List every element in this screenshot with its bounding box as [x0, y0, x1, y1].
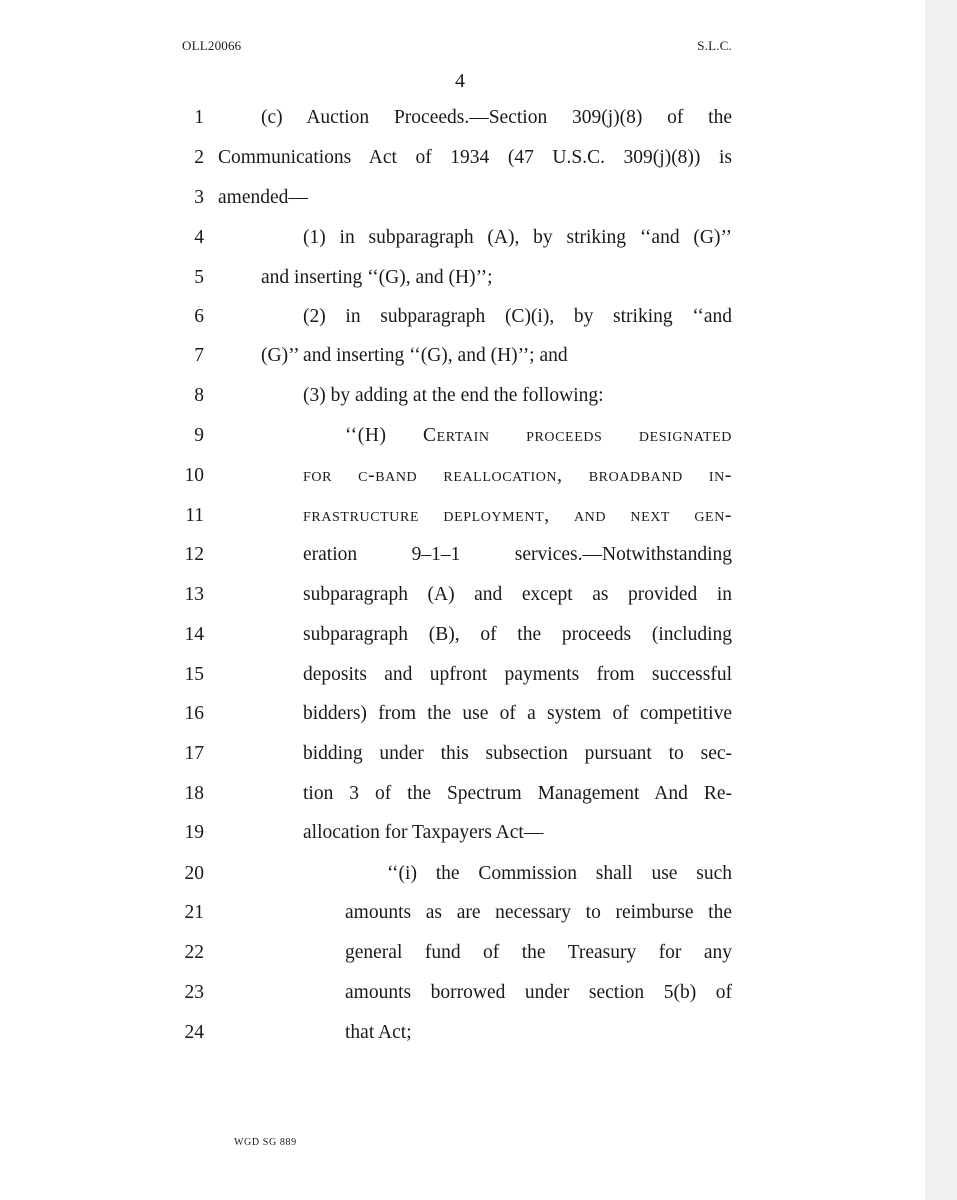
- bill-line-5: [0, 263, 925, 293]
- line-text: ‘‘(H) Certain proceeds designated: [345, 425, 732, 446]
- office-code: S.L.C.: [697, 38, 732, 53]
- bill-line-8: [0, 381, 925, 411]
- line-number: 20: [184, 863, 204, 884]
- line-text: for c-band reallocation, broadband in-: [303, 465, 732, 486]
- line-text: Communications Act of 1934 (47 U.S.C. 309(j)(8)) is: [218, 147, 732, 168]
- viewer-side-strip: [925, 0, 957, 1200]
- bill-line-18: [0, 779, 925, 809]
- line-number: 1: [194, 107, 204, 128]
- line-text: (G)’’ and inserting ‘‘(G), and (H)’’; and: [261, 345, 568, 366]
- line-number: 12: [184, 544, 204, 565]
- line-text: ‘‘(i) the Commission shall use such: [387, 863, 732, 884]
- line-number: 10: [184, 465, 204, 486]
- document-id: OLL20066: [182, 38, 242, 53]
- page-number: 4: [455, 70, 465, 92]
- line-text: deposits and upfront payments from successful: [303, 664, 732, 685]
- bill-line-21: [0, 898, 925, 928]
- bill-line-1: [0, 103, 925, 133]
- bill-line-6: [0, 302, 925, 332]
- bill-line-17: [0, 739, 925, 769]
- line-text: subparagraph (B), of the proceeds (including: [303, 624, 732, 645]
- line-text: subparagraph (A) and except as provided in: [303, 584, 732, 605]
- bill-line-7: [0, 341, 925, 371]
- line-text: (3) by adding at the end the following:: [303, 385, 604, 406]
- line-number: 21: [184, 902, 204, 923]
- bill-line-11: [0, 501, 925, 531]
- line-text: amounts borrowed under section 5(b) of: [345, 982, 732, 1003]
- line-text: that Act;: [345, 1022, 412, 1043]
- bill-line-2: [0, 143, 925, 173]
- line-number: 18: [184, 783, 204, 804]
- line-number: 19: [184, 822, 204, 843]
- line-number: 3: [194, 187, 204, 208]
- line-text: bidders) from the use of a system of competitive: [303, 703, 732, 724]
- line-text: bidding under this subsection pursuant to sec-: [303, 743, 732, 764]
- line-text: amounts as are necessary to reimburse the: [345, 902, 732, 923]
- line-number: 2: [194, 147, 204, 168]
- line-number: 23: [184, 982, 204, 1003]
- bill-line-9: [0, 421, 925, 451]
- bill-line-14: [0, 620, 925, 650]
- line-number: 17: [184, 743, 204, 764]
- line-number: 7: [194, 345, 204, 366]
- bill-line-13: [0, 580, 925, 610]
- line-number: 5: [194, 267, 204, 288]
- line-text: eration 9–1–1 services.—Notwithstanding: [303, 544, 732, 565]
- bill-line-16: [0, 699, 925, 729]
- line-text: (1) in subparagraph (A), by striking ‘‘and (G)’’: [303, 227, 732, 248]
- line-number: 13: [184, 584, 204, 605]
- line-number: 4: [194, 227, 204, 248]
- line-number: 14: [184, 624, 204, 645]
- line-text: (2) in subparagraph (C)(i), by striking ‘‘and: [303, 306, 732, 327]
- bill-line-3: [0, 183, 925, 213]
- bill-line-15: [0, 660, 925, 690]
- bill-line-19: [0, 818, 925, 848]
- bill-line-24: [0, 1018, 925, 1048]
- line-text: (c) Auction Proceeds.—Section 309(j)(8) of the: [261, 107, 732, 128]
- bill-line-12: [0, 540, 925, 570]
- bill-line-20: [0, 859, 925, 889]
- line-number: 8: [194, 385, 204, 406]
- bill-line-10: [0, 461, 925, 491]
- line-number: 6: [194, 306, 204, 327]
- line-text: tion 3 of the Spectrum Management And Re-: [303, 783, 732, 804]
- line-text: amended—: [218, 187, 308, 208]
- bill-line-4: [0, 223, 925, 253]
- line-number: 9: [194, 425, 204, 446]
- line-number: 15: [184, 664, 204, 685]
- line-number: 11: [185, 505, 204, 526]
- line-text: general fund of the Treasury for any: [345, 942, 732, 963]
- line-text: and inserting ‘‘(G), and (H)’’;: [261, 267, 493, 288]
- line-text: frastructure deployment, and next gen-: [303, 505, 732, 526]
- footer-code: WGD SG 889: [234, 1137, 297, 1148]
- bill-line-22: [0, 938, 925, 968]
- bill-line-23: [0, 978, 925, 1008]
- line-number: 24: [184, 1022, 204, 1043]
- line-text: allocation for Taxpayers Act—: [303, 822, 544, 843]
- line-number: 16: [184, 703, 204, 724]
- line-number: 22: [184, 942, 204, 963]
